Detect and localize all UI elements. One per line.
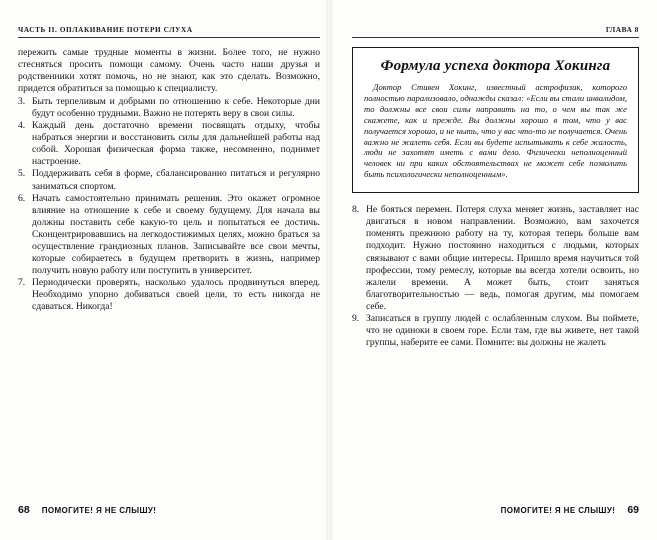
right-page <box>336 26 639 526</box>
left-page <box>18 26 336 526</box>
list-item <box>352 313 639 349</box>
list-item <box>18 120 320 168</box>
left-page-footer <box>18 504 336 516</box>
list-item-text: Быть терпеливым и добрыми по отношению к себе. Некоторые дни будут особенно трудными. Важно не потерять веру в свои силы. <box>32 95 320 119</box>
page-number: 69 <box>627 504 639 516</box>
list-item-number: 9. <box>352 313 360 324</box>
right-running-head: ГЛАВА 8 <box>352 26 639 38</box>
list-item-text: Поддерживать себя в форме, сбалансированно питаться и регулярно заниматься спортом. <box>32 168 320 192</box>
list-item-text: Периодически проверять, насколько удалось продвинуться вперед. Необходимо упорно добиваться своей цели, то есть никогда не сдаваться. Никогда! <box>32 277 320 313</box>
left-running-head: ЧАСТЬ II. ОПЛАКИВАНИЕ ПОТЕРИ СЛУХА <box>18 26 320 38</box>
list-item-text: Каждый день достаточно времени посвящать отдыху, чтобы набраться энергии и восстановить силы для дальнейшей работы над собой. Хорошая физическая форма также, несомненно, поднимет настроение. <box>32 120 320 168</box>
left-body-column <box>18 47 320 314</box>
list-item-number: 7. <box>18 277 26 289</box>
list-item-text: Записаться в группу людей с ослабленным слухом. Вы поймете, что не одиноки в своем горе. Если там, где вы живете, нет такой группы, наберите ее сами. Помните: вы должны не жалеть <box>366 313 639 349</box>
sidebar-box-title: Формула успеха доктора Хокинга <box>380 58 611 74</box>
list-item-text: Не бояться перемен. Потеря слуха меняет жизнь, заставляет нас двигаться в новом направлении. Возможно, вам захочется поменять прежнюю работу на ту, которая теперь больше вам подходит. Нужно постоянно находиться с людьми, которых связывают с вами общие интересы. Пришло время научиться той профессии, тому ремеслу, которые вы всегда хотели освоить, но жалели времени. А может быть, стоит заняться благотворительностью — ведь, помогая другим, мы помогаем себе. <box>366 204 639 312</box>
right-numbered-list <box>352 204 639 349</box>
list-item-number: 5. <box>18 168 26 180</box>
sidebar-box <box>352 47 639 193</box>
footer-book-title: ПОМОГИТЕ! Я НЕ СЛЫШУ! <box>500 506 616 515</box>
list-item <box>18 193 320 278</box>
sidebar-box-body <box>364 82 627 180</box>
list-item <box>18 96 320 120</box>
footer-book-title: ПОМОГИТЕ! Я НЕ СЛЫШУ! <box>41 506 157 515</box>
list-item-number: 4. <box>18 120 26 132</box>
list-item <box>18 168 320 192</box>
list-item-text: Начать самостоятельно принимать решения. Это окажет огромное влияние на отношение к себе и своему будущему. Для начала вы должны поставить себе какую-то цель и попытаться ее достичь. Сконцентрировавшись на легкодостижимых целях, можно браться за осуществление грандиозных планов. Записывайте все свои мечты, которые собираетесь в будущем претворить в жизнь, например получить новую работу или поступить в университет. <box>32 192 320 277</box>
right-page-footer <box>336 504 639 516</box>
list-item <box>18 277 320 313</box>
right-body-column <box>352 204 639 349</box>
left-numbered-list <box>18 96 320 314</box>
paragraph-continuation: пережить самые трудные моменты в жизни. Более того, не нужно стесняться просить помощи самому. Очень часто наши друзья и родственники хотят помочь, но не знают, как это сделать. Возможно, придется обратиться за помощью к специалисту. <box>18 47 320 95</box>
list-item <box>352 204 639 313</box>
list-item-number: 8. <box>352 204 360 216</box>
page-number: 68 <box>18 504 30 516</box>
list-item-number: 6. <box>18 192 26 204</box>
list-item-number: 3. <box>18 95 26 107</box>
sidebar-box-paragraph: Доктор Стивен Хокинг, известный астрофизик, которого полностью парализовало, однажды сказал: «Если вы стали инвалидом, то должны все свои силы направить на то, о чем вы так же скажете, как и прежде. Вы должны хорошо в том, что у вас получается хорошо, и не ныть, что у вас что-то не получается. Очень важно не жалеть себя. Если вы будете испытывать к себе жалость, люди не захотят иметь с вами дело. Физически неполноценный человек ни при каких обстоятельствах не может себе позволить быть психологически неполноценным». <box>364 82 627 180</box>
